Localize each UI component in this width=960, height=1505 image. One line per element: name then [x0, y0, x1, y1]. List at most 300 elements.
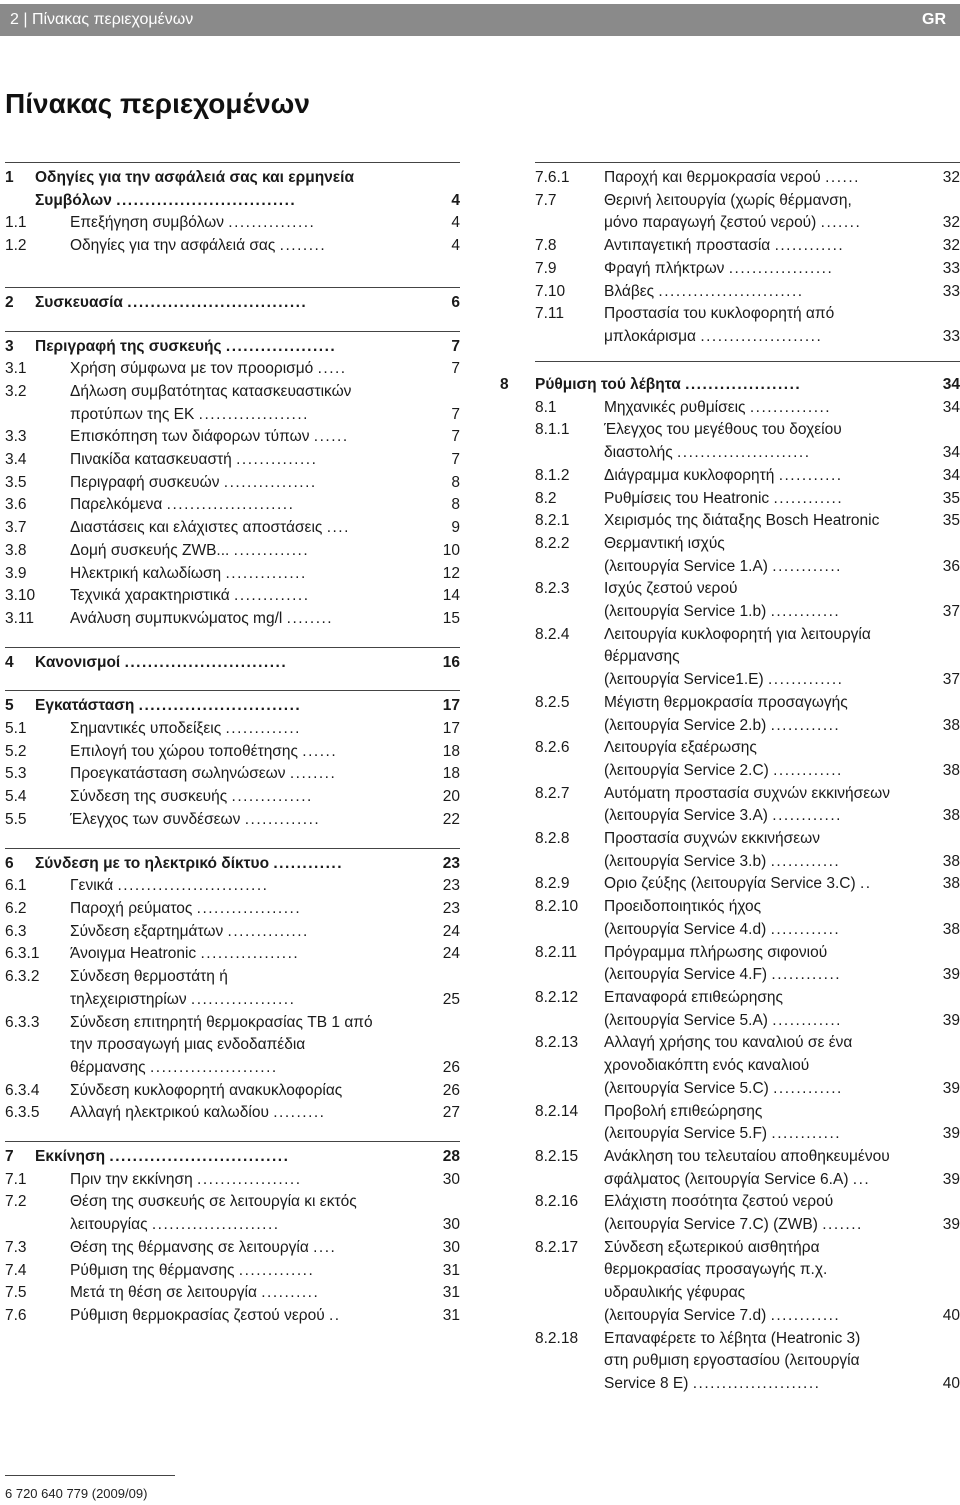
toc-entry-title — [70, 1191, 460, 1214]
toc-entry[interactable] — [500, 1032, 960, 1055]
toc-entry-title — [35, 336, 451, 359]
toc-entry-number: 3.8 — [5, 541, 27, 559]
toc-entry-title-text: Προειδοποιητικός ήχος — [604, 898, 762, 916]
toc-entry[interactable] — [500, 556, 960, 579]
toc-entry-title — [604, 692, 960, 715]
toc-entry-title-text: Επαναφορά επιθεώρησης — [604, 988, 784, 1006]
toc-entry-page: 12 — [442, 564, 460, 582]
toc-entry-title — [70, 898, 443, 921]
toc-entry[interactable] — [500, 1010, 960, 1033]
toc-entry[interactable] — [500, 646, 960, 669]
toc-entry-page: 39 — [942, 966, 960, 984]
toc-entry-title-text: Αλλαγή χρήσης του καναλιού σε ένα — [604, 1034, 853, 1052]
toc-entry-number: 1.1 — [5, 214, 27, 232]
toc-dot-leader: ......................... — [658, 282, 804, 300]
toc-entry[interactable] — [500, 760, 960, 783]
toc-entry[interactable] — [5, 540, 460, 563]
toc-entry-number: 8.2.4 — [535, 625, 570, 643]
toc-entry-number: 6.2 — [5, 899, 27, 917]
toc-entry[interactable] — [5, 989, 460, 1012]
toc-entry-page: 4 — [451, 237, 460, 255]
toc-entry[interactable] — [535, 303, 960, 326]
toc-entry-page: 35 — [942, 512, 960, 530]
toc-dot-leader: ........ — [279, 237, 327, 255]
toc-entry-title — [604, 828, 960, 851]
toc-entry-title — [604, 1078, 943, 1101]
toc-entry-title — [604, 533, 960, 556]
toc-entry-title — [604, 1350, 960, 1373]
toc-entry-title — [604, 1146, 960, 1169]
toc-entry-number: 1.2 — [5, 237, 27, 255]
toc-entry[interactable] — [500, 1350, 960, 1373]
toc-entry[interactable] — [500, 419, 960, 442]
toc-entry[interactable] — [535, 281, 960, 304]
toc-entry-page: 38 — [942, 920, 960, 938]
toc-entry-page: 40 — [942, 1306, 960, 1324]
toc-entry-number: 8.2.12 — [535, 988, 579, 1006]
toc-entry-title-text: Θερμαντική ισχύς — [604, 534, 725, 552]
toc-entry[interactable] — [500, 942, 960, 965]
toc-entry-page: 7 — [451, 428, 460, 446]
toc-entry-number: 3.7 — [5, 519, 27, 537]
toc-entry-title-text: υδραυλικής γέφυρας — [604, 1284, 746, 1302]
toc-chapter-entry[interactable] — [5, 190, 460, 213]
toc-entry-title-text: Επισκόπηση των διάφορων τύπων — [70, 428, 314, 446]
toc-entry-title-text: Φραγή πλήκτρων — [604, 259, 729, 277]
toc-entry-page: 36 — [942, 557, 960, 575]
toc-chapter-entry[interactable] — [5, 1146, 460, 1169]
toc-entry[interactable] — [5, 1282, 460, 1305]
toc-dot-leader: ... — [852, 1170, 871, 1188]
toc-dot-leader: ............ — [773, 489, 844, 507]
toc-entry-title — [70, 449, 451, 472]
toc-entry-title — [604, 919, 943, 942]
toc-chapter-entry[interactable] — [5, 292, 460, 315]
toc-entry[interactable] — [5, 358, 460, 381]
toc-section — [5, 647, 460, 675]
toc-entry[interactable] — [535, 235, 960, 258]
toc-entry[interactable] — [5, 235, 460, 258]
toc-entry[interactable] — [5, 1102, 460, 1125]
toc-entry-number: 8.2.13 — [535, 1034, 579, 1052]
toc-entry-number: 7.9 — [535, 259, 557, 277]
toc-entry-title — [604, 737, 960, 760]
toc-entry-number: 8.2.15 — [535, 1147, 579, 1165]
toc-dot-leader: ................ — [223, 473, 317, 491]
toc-entry-page: 7 — [451, 337, 460, 355]
toc-entry-page: 37 — [942, 671, 960, 689]
toc-entry-page: 35 — [942, 489, 960, 507]
toc-entry[interactable] — [500, 465, 960, 488]
toc-entry-title-text: Πριν την εκκίνηση — [70, 1170, 198, 1188]
toc-entry-title-text: Προστασία του κυκλοφορητή από — [604, 305, 835, 323]
toc-entry[interactable] — [500, 601, 960, 624]
toc-entry-title-text: Ισχύς ζεστού νερού — [604, 580, 738, 598]
toc-entry-page: 8 — [451, 473, 460, 491]
toc-entry[interactable] — [5, 1214, 460, 1237]
toc-dot-leader: ..... — [317, 360, 347, 378]
toc-dot-leader: .............. — [749, 398, 832, 416]
toc-entry[interactable] — [5, 1012, 460, 1035]
toc-entry[interactable] — [500, 964, 960, 987]
toc-entry-page: 39 — [942, 1125, 960, 1143]
toc-dot-leader: ..................... — [700, 327, 823, 345]
toc-entry[interactable] — [500, 1146, 960, 1169]
toc-entry-title — [604, 281, 943, 304]
toc-entry-page: 26 — [442, 1081, 460, 1099]
toc-entry[interactable] — [500, 1055, 960, 1078]
toc-dot-leader: ...... — [825, 169, 860, 186]
toc-entry[interactable] — [500, 737, 960, 760]
toc-entry[interactable] — [500, 692, 960, 715]
toc-section — [5, 690, 460, 831]
toc-entry[interactable] — [500, 1123, 960, 1146]
toc-entry-page: 32 — [942, 237, 960, 255]
toc-section — [5, 162, 460, 258]
toc-entry[interactable] — [5, 472, 460, 495]
toc-entry[interactable] — [5, 741, 460, 764]
toc-dot-leader: ............ — [773, 761, 843, 779]
toc-entry-title — [70, 718, 443, 741]
toc-entry[interactable] — [5, 585, 460, 608]
toc-entry[interactable] — [5, 449, 460, 472]
toc-entry-title — [70, 1102, 443, 1125]
toc-entry-title-text: Έλεγχος των συνδέσεων — [70, 810, 245, 828]
toc-entry-title — [35, 190, 451, 213]
toc-entry-title — [604, 556, 943, 579]
toc-entry[interactable] — [500, 919, 960, 942]
toc-dot-leader: .......... — [261, 1284, 320, 1302]
toc-entry[interactable] — [5, 875, 460, 898]
toc-entry[interactable] — [500, 851, 960, 874]
toc-entry-title-text: Ελάχιστη ποσότητα ζεστού νερού — [604, 1193, 834, 1211]
toc-entry-title — [604, 488, 943, 511]
toc-entry-page: 38 — [942, 875, 960, 893]
toc-dot-leader: ............... — [228, 214, 316, 232]
toc-dot-leader: ....................... — [676, 444, 811, 462]
toc-entry-title — [70, 404, 451, 427]
toc-entry[interactable] — [5, 1057, 460, 1080]
toc-entry[interactable] — [500, 669, 960, 692]
page-header-bar — [0, 4, 960, 36]
toc-entry-title-text: Σύνδεση εξαρτημάτων — [70, 922, 228, 940]
toc-entry[interactable] — [500, 1191, 960, 1214]
toc-dot-leader: .................. — [190, 990, 296, 1008]
toc-entry-title — [604, 442, 943, 465]
toc-dot-leader: ............. — [234, 587, 310, 605]
toc-entry[interactable] — [5, 381, 460, 404]
toc-entry-title-text: Εγκατάσταση — [35, 697, 139, 715]
toc-entry-title — [35, 292, 451, 315]
toc-entry[interactable] — [5, 809, 460, 832]
toc-entry[interactable] — [500, 873, 960, 896]
toc-entry-page: 33 — [942, 327, 960, 345]
toc-entry[interactable] — [535, 326, 960, 349]
toc-dot-leader: ........... — [778, 466, 843, 484]
toc-entry-page: 32 — [942, 169, 960, 186]
toc-entry[interactable] — [500, 896, 960, 919]
toc-entry[interactable] — [5, 608, 460, 631]
toc-dot-leader: ............. — [767, 671, 844, 689]
toc-entry-title — [604, 578, 960, 601]
toc-entry[interactable] — [500, 624, 960, 647]
toc-right-top-column — [535, 162, 960, 349]
toc-entry[interactable] — [535, 167, 960, 190]
toc-entry[interactable] — [500, 397, 960, 420]
toc-entry[interactable] — [500, 1328, 960, 1351]
toc-entry-number: 3.11 — [5, 609, 35, 627]
toc-entry-title — [604, 1237, 960, 1260]
toc-entry[interactable] — [5, 1260, 460, 1283]
toc-entry[interactable] — [500, 578, 960, 601]
toc-entry-number: 7 — [5, 1148, 14, 1166]
toc-entry[interactable] — [500, 805, 960, 828]
toc-entry-title-text: την προσαγωγή μιας ενδοδαπέδια — [70, 1036, 306, 1054]
toc-entry-title-text: (λειτουργία Service 2.C) — [604, 761, 774, 779]
toc-entry-title-text: (λειτουργία Service 5.A) — [604, 1011, 773, 1029]
toc-chapter-entry[interactable] — [5, 652, 460, 675]
toc-entry-title-text: διαστολής — [604, 444, 677, 462]
toc-entry-number: 8.2.1 — [535, 512, 570, 530]
toc-entry-title-text: Γενικά — [70, 877, 118, 895]
toc-entry-title-text: Σύνδεση επιτηρητή θερμοκρασίας TB 1 από — [70, 1013, 373, 1031]
toc-entry[interactable] — [5, 1169, 460, 1192]
toc-entry-number: 3.6 — [5, 496, 27, 514]
toc-entry[interactable] — [500, 533, 960, 556]
toc-dot-leader: ............ — [773, 1079, 843, 1097]
toc-entry-number: 8.2.17 — [535, 1238, 579, 1256]
toc-entry[interactable] — [500, 1282, 960, 1305]
toc-entry-page: 31 — [442, 1261, 460, 1279]
toc-entry[interactable] — [500, 1101, 960, 1124]
toc-chapter-entry[interactable] — [5, 336, 460, 359]
toc-entry-number: 8.2.11 — [535, 943, 577, 961]
toc-entry-number: 8.2.8 — [535, 830, 570, 848]
toc-entry-page: 38 — [942, 807, 960, 825]
toc-entry-title — [604, 510, 943, 533]
toc-entry[interactable] — [5, 1237, 460, 1260]
toc-entry-title-text: Προεγκατάσταση σωληνώσεων — [70, 765, 290, 783]
toc-entry[interactable] — [500, 715, 960, 738]
section-rule — [535, 162, 960, 163]
toc-entry-number: 7.5 — [5, 1284, 27, 1302]
toc-entry-title — [35, 652, 443, 675]
toc-entry-number: 3.4 — [5, 451, 27, 469]
toc-entry-title — [604, 1010, 943, 1033]
toc-entry-title — [70, 426, 451, 449]
toc-entry[interactable] — [5, 1305, 460, 1328]
toc-dot-leader: .... — [326, 519, 350, 537]
toc-entry[interactable] — [500, 1237, 960, 1260]
toc-entry-title-text: Μέγιστη θερμοκρασία προσαγωγής — [604, 693, 848, 711]
toc-entry[interactable] — [5, 1191, 460, 1214]
toc-entry-number: 6.3 — [5, 922, 27, 940]
toc-entry[interactable] — [500, 442, 960, 465]
toc-entry-title-text: Αλλαγή ηλεκτρικού καλωδίου — [70, 1104, 274, 1122]
toc-entry[interactable] — [500, 1169, 960, 1192]
toc-entry-page: 7 — [451, 405, 460, 423]
toc-entry-title — [70, 1282, 443, 1305]
toc-entry-title-text: σφάλματος (λειτουργία Service 6.A) — [604, 1170, 853, 1188]
toc-entry[interactable] — [5, 1034, 460, 1057]
toc-entry-title-text: Τεχνικά χαρακτηριστικά — [70, 587, 235, 605]
toc-entry[interactable] — [500, 1373, 960, 1396]
toc-entry-page: 14 — [442, 587, 460, 605]
footer-rule — [5, 1475, 175, 1476]
toc-entry-number: 5 — [5, 697, 14, 715]
toc-entry[interactable] — [5, 426, 460, 449]
toc-entry-title — [70, 921, 443, 944]
toc-entry-page: 39 — [942, 1216, 960, 1234]
toc-right-bottom-column — [500, 361, 960, 1396]
toc-entry-number: 5.1 — [5, 720, 27, 738]
toc-entry-title-text: θερμοκρασίας προσαγωγής π.χ. — [604, 1261, 828, 1279]
toc-entry-title-text: (λειτουργία Service 5.F) — [604, 1125, 772, 1143]
toc-entry-title-text: Μηχανικές ρυθμίσεις — [604, 398, 750, 416]
toc-entry-title-text: Θέση της θέρμανσης σε λειτουργία — [70, 1238, 314, 1256]
toc-entry-number: 3.1 — [5, 360, 27, 378]
toc-dot-leader: ................... — [198, 405, 309, 423]
toc-entry[interactable] — [5, 494, 460, 517]
toc-entry-title — [604, 212, 943, 235]
toc-entry-title — [604, 1305, 943, 1328]
toc-entry-title — [604, 760, 943, 783]
toc-entry-title — [70, 1214, 443, 1237]
toc-entry-title — [70, 786, 443, 809]
toc-entry-page: 33 — [942, 282, 960, 300]
section-rule — [5, 690, 460, 691]
toc-entry-title-text: Εκκίνηση — [35, 1148, 110, 1166]
toc-dot-leader: ................... — [225, 337, 337, 355]
toc-entry-number: 8.2.18 — [535, 1329, 579, 1347]
toc-entry[interactable] — [500, 783, 960, 806]
toc-entry-title-text: Οδηγίες για την ασφάλειά σας — [70, 237, 280, 255]
toc-entry-title — [70, 235, 451, 258]
toc-dot-leader: ............ — [273, 854, 344, 872]
toc-dot-leader: ............ — [770, 1306, 841, 1324]
toc-entry-page: 17 — [442, 697, 460, 715]
toc-dot-leader: ............ — [770, 852, 841, 870]
toc-dot-leader: .................. — [196, 899, 302, 917]
toc-entry-title-text: χρονοδιακόπτη ενός καναλιού — [604, 1057, 810, 1075]
toc-entry-page: 33 — [942, 259, 960, 277]
toc-entry-title-text: Πινακίδα κατασκευαστή — [70, 451, 237, 469]
toc-chapter-entry[interactable] — [500, 374, 960, 397]
toc-entry-title — [604, 1259, 960, 1282]
toc-dot-leader: .............. — [231, 788, 313, 806]
toc-entry[interactable] — [500, 1259, 960, 1282]
toc-entry-title — [70, 875, 443, 898]
toc-entry-title-text: Σύνδεση της συσκευής — [70, 788, 232, 806]
toc-entry-title-text: Ανάλυση συμπυκνώματος mg/l — [70, 609, 287, 627]
toc-entry-number: 6.1 — [5, 877, 27, 895]
toc-chapter-entry[interactable] — [5, 167, 460, 190]
toc-entry-number: 5.2 — [5, 742, 27, 760]
toc-entry[interactable] — [5, 786, 460, 809]
toc-entry-title — [604, 987, 960, 1010]
toc-dot-leader: ......... — [273, 1104, 326, 1122]
toc-entry[interactable] — [500, 1305, 960, 1328]
toc-entry-page: 7 — [451, 360, 460, 378]
toc-entry[interactable] — [500, 1078, 960, 1101]
toc-entry[interactable] — [5, 1080, 460, 1103]
toc-entry-title-text: Δήλωση συμβατότητας κατασκευαστικών — [70, 382, 352, 400]
toc-entry-title-text: Θέση της συσκευής σε λειτουργία κι εκτός — [70, 1193, 357, 1211]
toc-dot-leader: ............ — [770, 603, 841, 621]
toc-entry-page: 24 — [442, 945, 460, 963]
toc-entry-title — [70, 1034, 460, 1057]
toc-entry-page: 38 — [942, 761, 960, 779]
toc-entry[interactable] — [5, 563, 460, 586]
toc-entry-title — [70, 540, 443, 563]
toc-entry[interactable] — [5, 921, 460, 944]
toc-entry-number: 7.4 — [5, 1261, 27, 1279]
toc-entry[interactable] — [500, 987, 960, 1010]
toc-entry-title — [35, 695, 443, 718]
toc-chapter-entry[interactable] — [5, 853, 460, 876]
toc-entry-title — [70, 1305, 443, 1328]
toc-section — [5, 848, 460, 1125]
toc-entry[interactable] — [500, 1214, 960, 1237]
toc-entry-number: 5.3 — [5, 765, 27, 783]
toc-entry-title-text: Ρυθμίσεις του Heatronic — [604, 489, 774, 507]
toc-entry[interactable] — [5, 404, 460, 427]
toc-entry[interactable] — [5, 517, 460, 540]
section-rule — [5, 1141, 460, 1142]
toc-dot-leader: ...... — [302, 742, 338, 760]
toc-chapter-entry[interactable] — [5, 695, 460, 718]
toc-entry-title — [604, 1123, 943, 1146]
toc-entry[interactable] — [5, 718, 460, 741]
toc-dot-leader: ............................... — [127, 293, 308, 311]
toc-entry[interactable] — [5, 966, 460, 989]
toc-entry[interactable] — [500, 510, 960, 533]
toc-entry[interactable] — [5, 898, 460, 921]
toc-entry[interactable] — [5, 212, 460, 235]
toc-entry[interactable] — [5, 763, 460, 786]
toc-entry-number: 7.1 — [5, 1170, 27, 1188]
toc-dot-leader: ............ — [774, 237, 845, 255]
toc-entry[interactable] — [535, 212, 960, 235]
toc-dot-leader: .................. — [728, 259, 834, 277]
toc-entry-page: 39 — [942, 1011, 960, 1029]
toc-entry-number: 7.10 — [535, 282, 566, 300]
toc-entry[interactable] — [535, 190, 960, 213]
toc-entry-title-text: Έλεγχος του μεγέθους του δοχείου — [604, 421, 842, 439]
toc-entry-title-text: Θερινή λειτουργία (χωρίς θέρμανση, — [604, 191, 852, 209]
toc-entry-page: 34 — [942, 444, 960, 462]
toc-dot-leader: ........ — [286, 609, 334, 627]
toc-entry-page: 4 — [451, 214, 460, 232]
toc-entry-title-text: (λειτουργία Service1.E) — [604, 671, 768, 689]
toc-entry-title — [604, 1282, 960, 1305]
toc-entry-title-text: Συμβόλων — [35, 191, 117, 209]
section-rule — [535, 361, 960, 362]
toc-entry-title — [70, 1237, 443, 1260]
toc-entry[interactable] — [500, 828, 960, 851]
document-number: 6 720 640 779 (2009/09) — [5, 1486, 148, 1501]
toc-entry-title — [604, 190, 960, 213]
toc-dot-leader: ...................... — [166, 496, 295, 514]
toc-entry[interactable] — [535, 258, 960, 281]
toc-entry[interactable] — [5, 943, 460, 966]
section-rule — [5, 162, 460, 163]
toc-dot-leader: ...... — [313, 428, 349, 446]
toc-entry-page: 31 — [442, 1306, 460, 1324]
toc-entry[interactable] — [500, 488, 960, 511]
toc-dot-leader: ............................... — [116, 191, 297, 209]
toc-left-column — [5, 162, 460, 1328]
